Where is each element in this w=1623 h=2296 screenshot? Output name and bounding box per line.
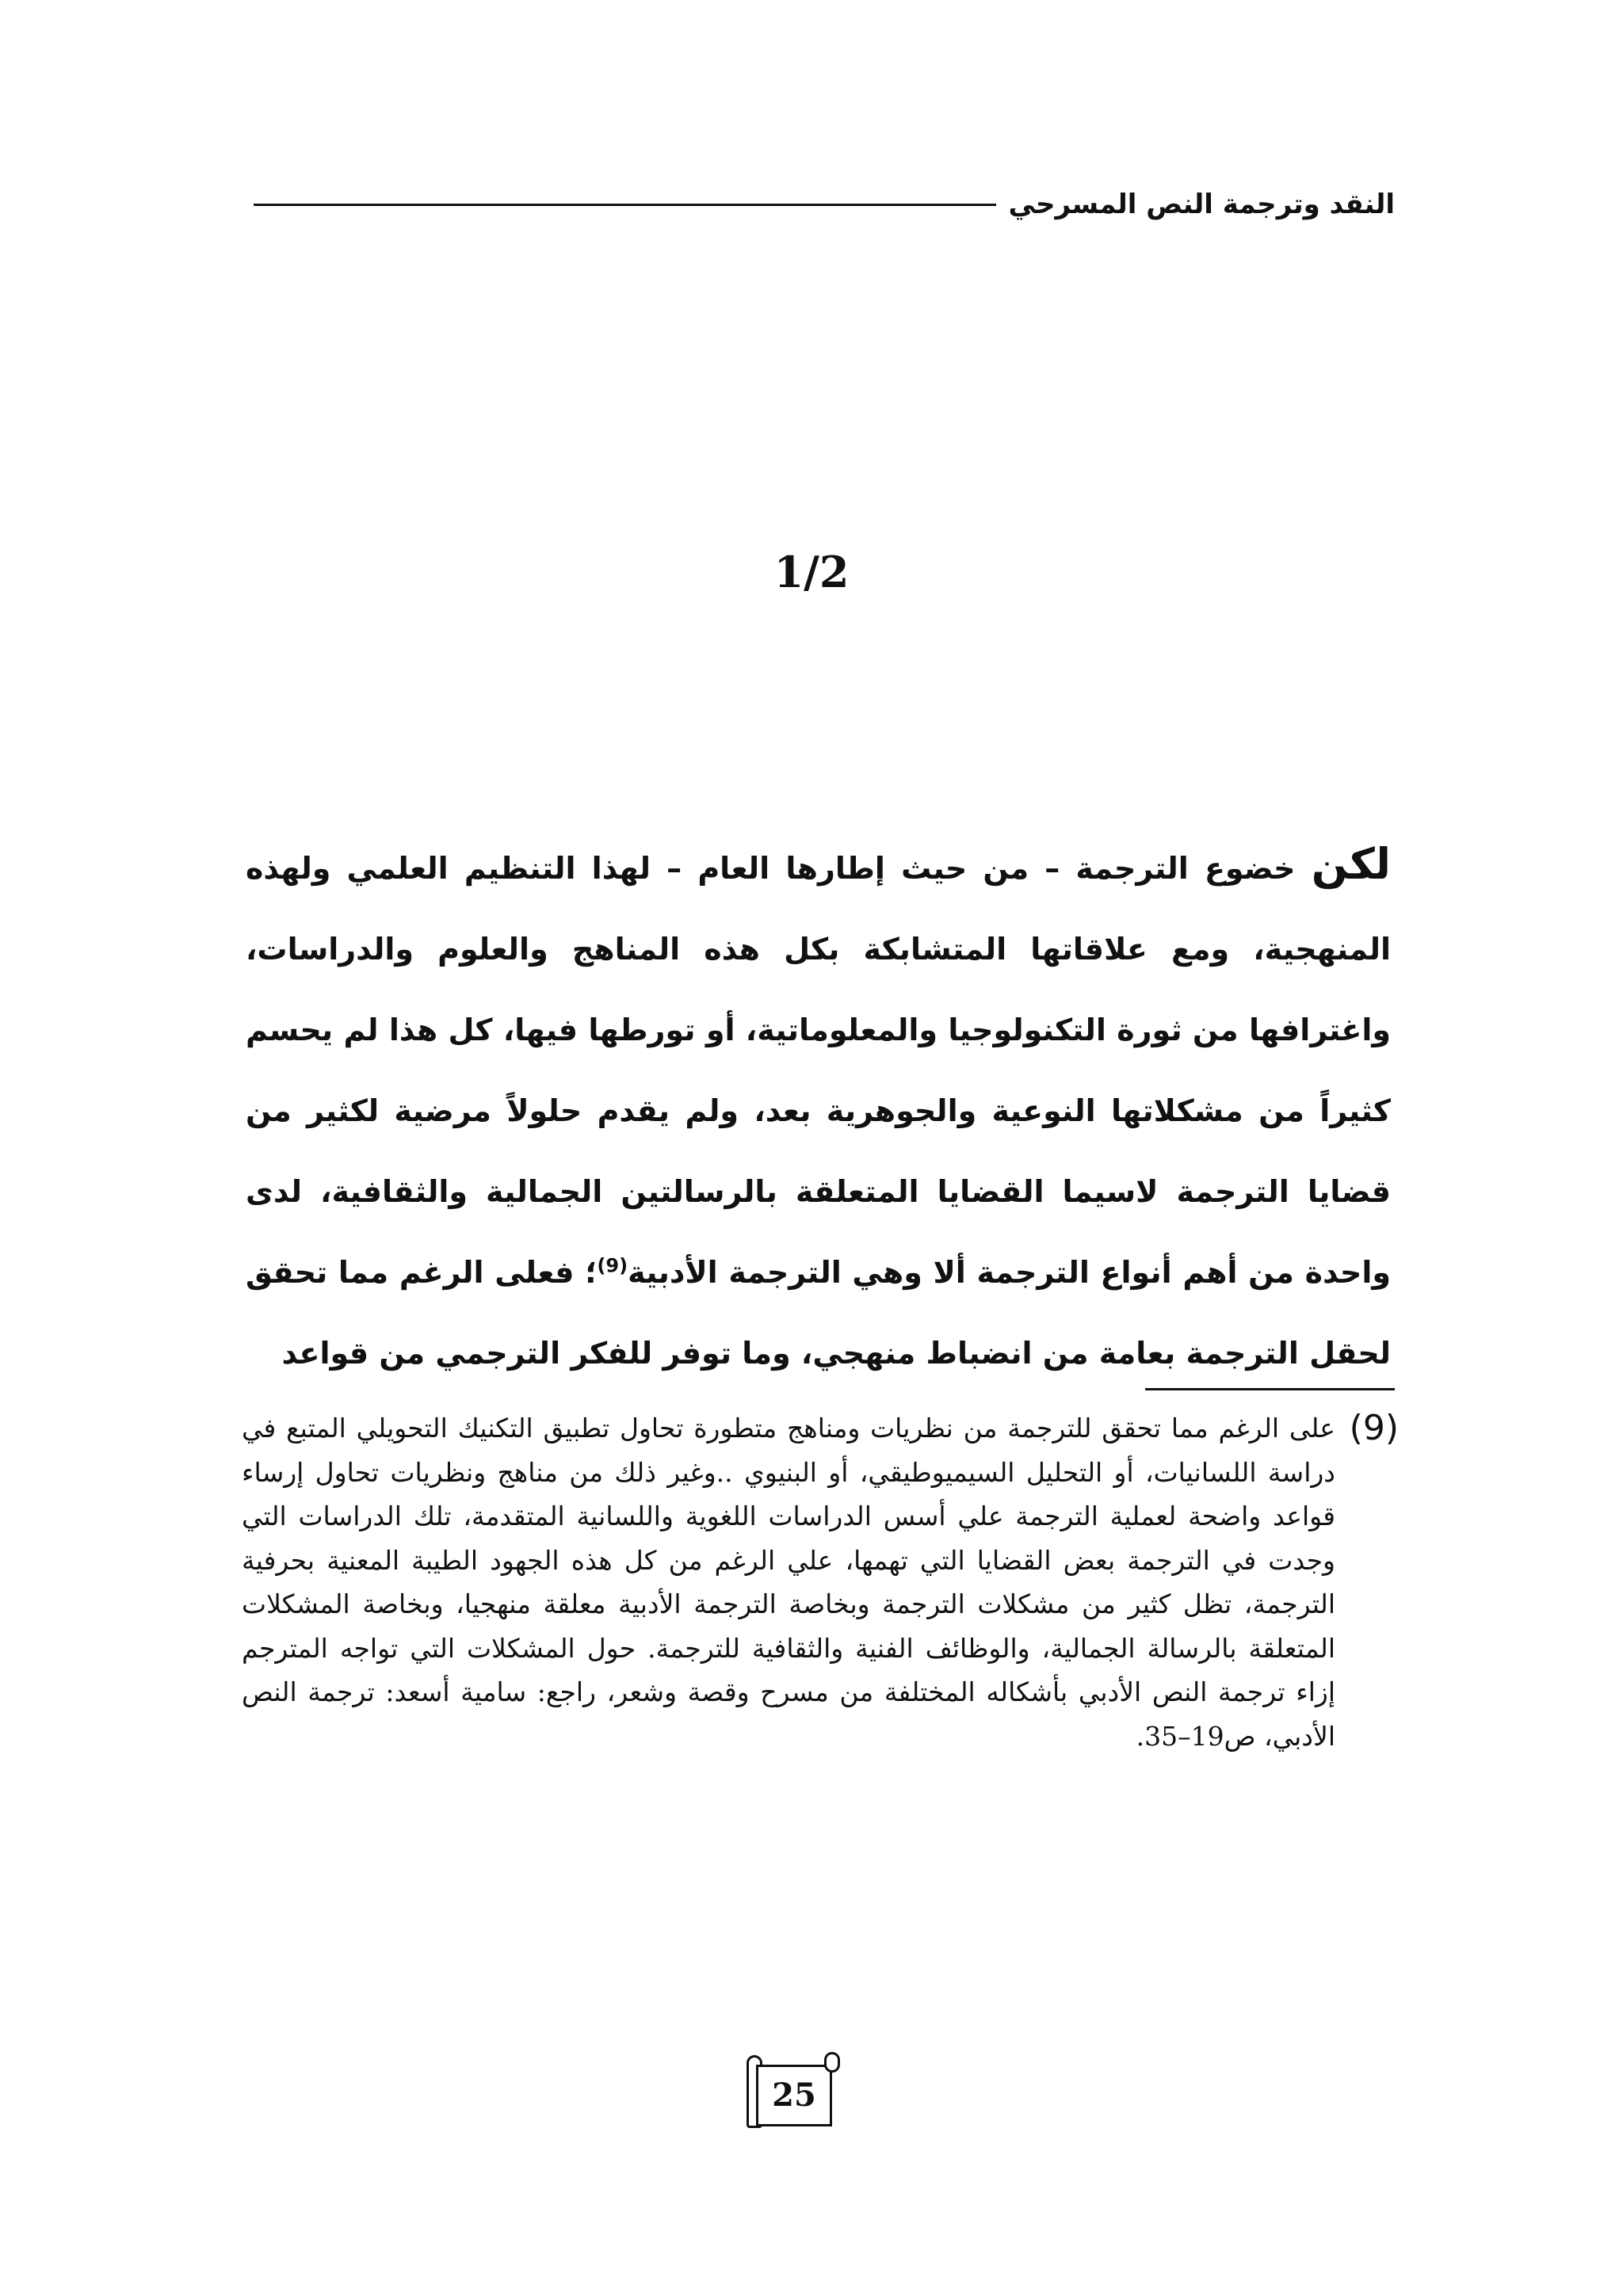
body-paragraph	[246, 824, 1391, 1394]
lead-word: لكن	[1311, 839, 1391, 889]
section-number: 1/2	[773, 547, 850, 597]
running-header	[254, 181, 1395, 228]
page-number: 25	[772, 2077, 816, 2114]
footnote-text: على الرغم مما تحقق للترجمة من نظريات ومناهج متطورة تحاول تطبيق التكنيك التحويلي المتبع في دراسة اللسانيات، أو التحليل السيميوطيقي، أو البنيوي ..وغير ذلك من مناهج ونظريات تحاول إرساء قواعد واضحة لعملية الترجمة علي أسس الدراسات اللغوية واللسانية المتقدمة، تلك الدراسات التي وجدت في الترجمة بعض القضايا التي تهمها، علي الرغم من كل هذه الجهود الطيبة المعنية بحرفية الترجمة، تظل كثير من مشكلات الترجمة وبخاصة الترجمة الأدبية معلقة منهجيا، وبخاصة المشكلات المتعلقة بالرسالة الجمالية، والوظائف الفنية والثقافية للترجمة. حول المشكلات التي تواجه المترجم إزاء ترجمة النص الأدبي بأشكاله المختلفة من مسرح وقصة وشعر، راجع: سامية أسعد: ترجمة النص الأدبي، ص19–35.	[242, 1413, 1335, 1752]
footnote-marker: (9)	[1349, 1408, 1399, 1448]
body-text-part2: ؛ فعلى الرغم مما تحقق لحقل الترجمة بعامة من انضباط منهجي، وما توفر للفكر الترجمي من قواعد	[246, 1255, 1391, 1371]
page-number-badge	[745, 2052, 848, 2131]
footnote-separator	[1145, 1388, 1395, 1390]
footnote	[242, 1406, 1399, 1758]
header-rule	[254, 204, 996, 206]
running-header-title: النقد وترجمة النص المسرحي	[1008, 189, 1395, 220]
footnote-reference[interactable]: (9)	[597, 1254, 628, 1277]
body-text-part1: خضوع الترجمة – من حيث إطارها العام – لهذا التنظيم العلمي ولهذه المنهجية، ومع علاقاتها المتشابكة بكل هذه المناهج والعلوم والدراسات، واغترافها من ثورة التكنولوجيا والمعلوماتية، أو تورطها فيها، كل هذا لم يحسم كثيراً من مشكلاتها النوعية والجوهرية بعد، ولم يقدم حلولاً مرضية لكثير من قضايا الترجمة لاسيما القضايا المتعلقة بالرسالتين الجمالية والثقافية، لدى واحدة من أهم أنواع الترجمة ألا وهي الترجمة الأدبية	[246, 851, 1391, 1290]
